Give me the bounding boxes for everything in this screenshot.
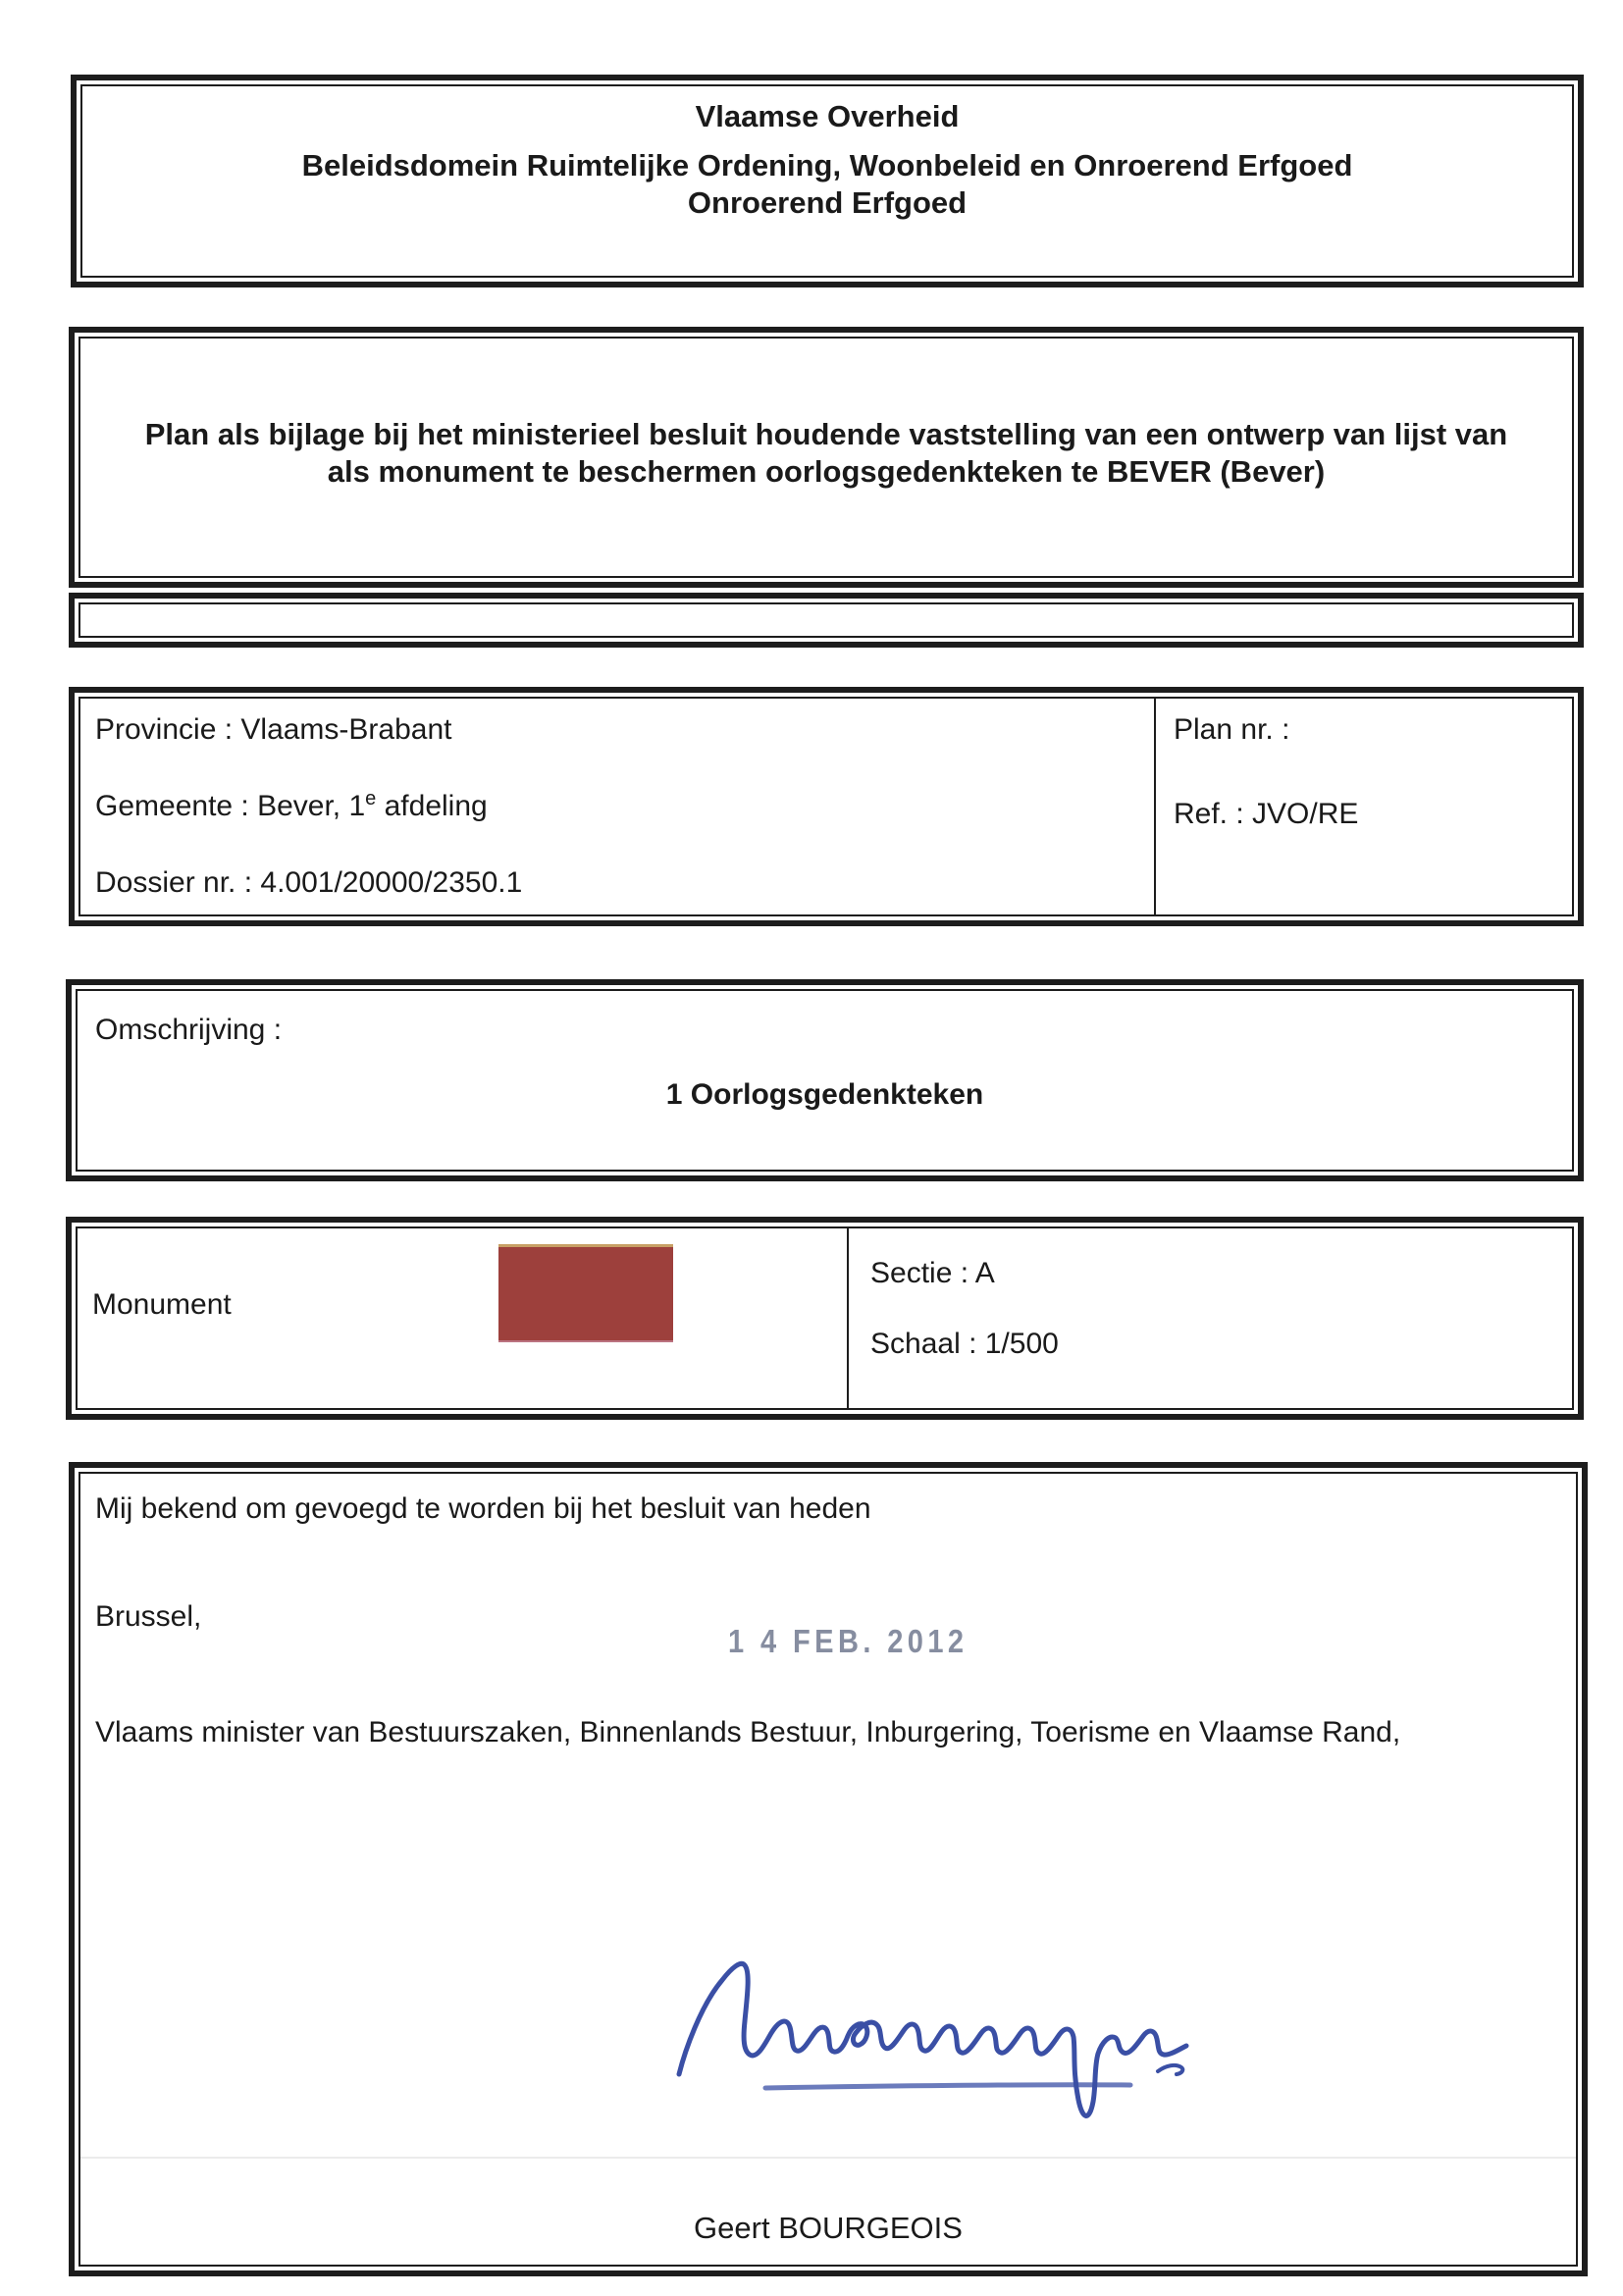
city-line: Brussel, — [95, 1600, 202, 1633]
org-title: Vlaamse Overheid — [695, 99, 960, 133]
omschrijving-box — [66, 979, 1584, 1181]
monument-color-swatch — [498, 1244, 673, 1342]
legend-left-cell — [78, 1228, 849, 1408]
gemeente-suffix: afdeling — [376, 790, 488, 822]
monument-label: Monument — [92, 1288, 232, 1321]
empty-strip-box — [69, 593, 1584, 648]
info-box — [69, 687, 1584, 926]
org-domain: Beleidsdomein Ruimtelijke Ordening, Woonbeleid en Onroerend Erfgoed — [301, 148, 1353, 183]
schaal-line: Schaal : 1/500 — [870, 1328, 1059, 1360]
header-box-inner — [80, 84, 1574, 278]
plan-title-box-inner — [79, 337, 1574, 578]
info-left-column — [80, 699, 1156, 914]
signature-block-box — [69, 1462, 1588, 2276]
info-box-inner — [79, 697, 1574, 916]
handwritten-signature — [669, 1957, 1199, 2153]
scan-artifact-line — [80, 2157, 1576, 2159]
omschrijving-value: 1 Oorlogsgedenkteken — [665, 1078, 984, 1111]
omschrijving-label: Omschrijving : — [95, 1014, 283, 1046]
sectie-line: Sectie : A — [870, 1257, 995, 1289]
signature-stroke — [679, 1963, 1186, 2115]
legend-box-inner — [76, 1226, 1574, 1410]
plan-title-line2: als monument te beschermen oorlogsgedenkteken te BEVER (Bever) — [327, 454, 1326, 489]
omschrijving-box-inner — [76, 989, 1574, 1172]
empty-strip-box-inner — [79, 602, 1574, 638]
plan-title-line1: Plan als bijlage bij het ministerieel besluit houdende vaststelling van een ontwerp van lijst van — [144, 417, 1508, 451]
minister-title-line: Vlaams minister van Bestuurszaken, Binnenlands Bestuur, Inburgering, Toerisme en Vlaamse Rand, — [95, 1716, 1401, 1748]
signature-block-inner — [79, 1472, 1578, 2267]
plan-title-box — [69, 327, 1584, 588]
ref-line: Ref. : JVO/RE — [1174, 798, 1359, 830]
org-subdomain: Onroerend Erfgoed — [687, 185, 968, 220]
gemeente-superscript: e — [365, 788, 377, 809]
attachment-statement: Mij bekend om gevoegd te worden bij het besluit van heden — [95, 1492, 871, 1525]
gemeente-prefix: Gemeente : Bever, 1 — [95, 790, 366, 822]
signature-end-tick — [1158, 2065, 1182, 2074]
plan-nr-line: Plan nr. : — [1174, 713, 1290, 746]
gemeente-line — [95, 789, 1154, 824]
info-right-column — [1156, 699, 1572, 914]
provincie-line: Provincie : Vlaams-Brabant — [95, 713, 452, 746]
date-stamp: 1 4 FEB. 2012 — [728, 1623, 969, 1659]
legend-right-cell — [849, 1228, 1572, 1408]
dossier-line: Dossier nr. : 4.001/20000/2350.1 — [95, 866, 523, 899]
legend-box — [66, 1217, 1584, 1420]
header-box — [71, 75, 1584, 287]
signatory-name: Geert BOURGEOIS — [694, 2211, 963, 2245]
